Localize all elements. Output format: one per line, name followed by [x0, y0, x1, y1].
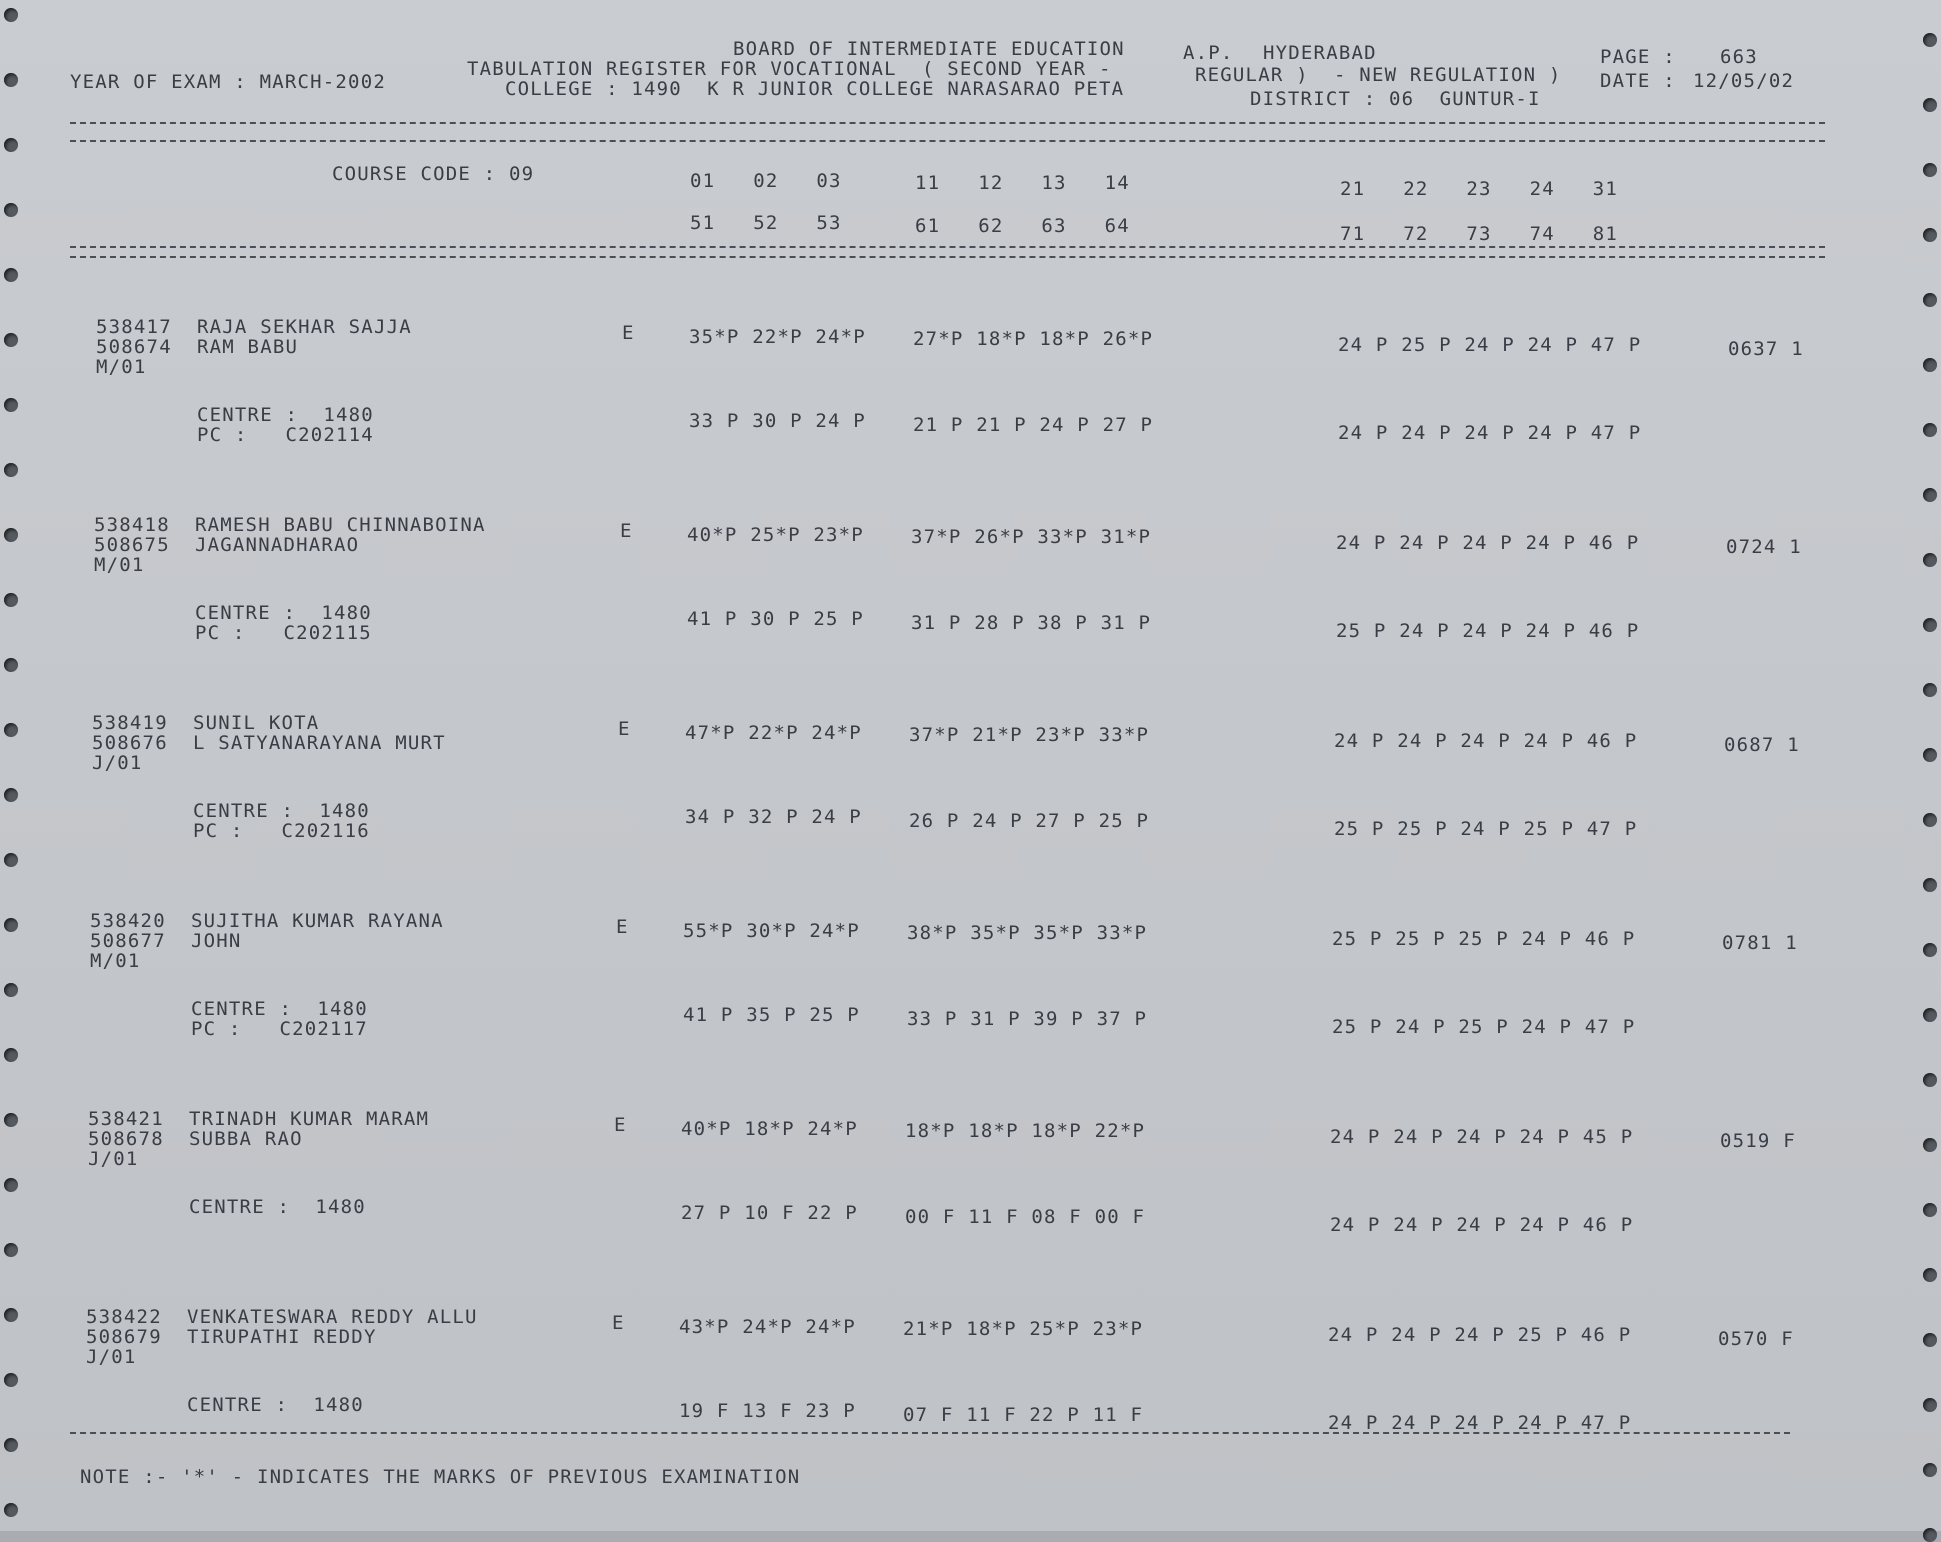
- column-head-divider: [70, 246, 1825, 248]
- registration-number: 508679: [86, 1326, 162, 1348]
- feed-hole: [1923, 98, 1937, 112]
- city-label: HYDERABAD: [1263, 42, 1377, 64]
- father-name: JAGANNADHARAO: [195, 534, 360, 556]
- feed-hole: [4, 398, 18, 412]
- feed-hole: [1923, 683, 1937, 697]
- medium-code: E: [618, 718, 631, 740]
- feed-hole: [4, 1178, 18, 1192]
- exam-centre: CENTRE : 1480: [195, 602, 372, 624]
- total-and-result: 0724 1: [1726, 536, 1802, 558]
- feed-hole: [1923, 1268, 1937, 1282]
- father-name: TIRUPATHI REDDY: [187, 1326, 377, 1348]
- marks-part2-group-c: 25 P 25 P 24 P 25 P 47 P: [1334, 818, 1638, 840]
- feed-hole: [1923, 878, 1937, 892]
- feed-hole: [4, 593, 18, 607]
- marks-part2-group-c: 25 P 24 P 24 P 24 P 46 P: [1336, 620, 1640, 642]
- pc-number: PC : C202116: [193, 820, 370, 842]
- marks-part1-group-c: 24 P 24 P 24 P 24 P 46 P: [1336, 532, 1640, 554]
- feed-hole: [4, 788, 18, 802]
- tractor-feed-holes-left: [0, 0, 30, 1531]
- marks-part1-group-b: 38*P 35*P 35*P 33*P: [907, 922, 1148, 944]
- marks-part2-group-a: 33 P 30 P 24 P: [689, 410, 866, 432]
- register-title: TABULATION REGISTER FOR VOCATIONAL ( SECOND YEAR -: [467, 58, 1112, 80]
- footnote: NOTE :- '*' - INDICATES THE MARKS OF PREVIOUS EXAMINATION: [80, 1466, 801, 1488]
- marks-part2-group-b: 07 F 11 F 22 P 11 F: [903, 1404, 1144, 1426]
- feed-hole: [1923, 1528, 1937, 1542]
- feed-hole: [1923, 293, 1937, 307]
- col-head-row1-a: 01 02 03: [690, 170, 842, 192]
- marks-part1-group-b: 27*P 18*P 18*P 26*P: [913, 328, 1154, 350]
- student-name: RAJA SEKHAR SAJJA: [197, 316, 412, 338]
- feed-hole: [4, 723, 18, 737]
- medium-code: E: [614, 1114, 627, 1136]
- marks-part2-group-c: 24 P 24 P 24 P 24 P 46 P: [1330, 1214, 1634, 1236]
- marks-part1-group-a: 43*P 24*P 24*P: [679, 1316, 856, 1338]
- medium-code: E: [612, 1312, 625, 1334]
- marks-part1-group-a: 55*P 30*P 24*P: [683, 920, 860, 942]
- father-name: RAM BABU: [197, 336, 299, 358]
- registration-number: 508674: [96, 336, 172, 358]
- feed-hole: [4, 8, 18, 22]
- father-name: L SATYANARAYANA MURT: [193, 732, 446, 754]
- category-code: J/01: [92, 752, 143, 774]
- marks-part2-group-a: 27 P 10 F 22 P: [681, 1202, 858, 1224]
- marks-part1-group-c: 24 P 25 P 24 P 24 P 47 P: [1338, 334, 1642, 356]
- marks-part2-group-a: 19 F 13 F 23 P: [679, 1400, 856, 1422]
- tractor-feed-holes-right: [1911, 0, 1941, 1531]
- marks-part1-group-c: 25 P 25 P 25 P 24 P 46 P: [1332, 928, 1636, 950]
- feed-hole: [4, 528, 18, 542]
- marks-part2-group-b: 26 P 24 P 27 P 25 P: [909, 810, 1150, 832]
- registration-number: 508675: [94, 534, 170, 556]
- total-and-result: 0519 F: [1720, 1130, 1796, 1152]
- col-head-row1-c: 21 22 23 24 31: [1340, 178, 1619, 200]
- marks-part2-group-c: 24 P 24 P 24 P 24 P 47 P: [1338, 422, 1642, 444]
- category-code: M/01: [90, 950, 141, 972]
- state-label: A.P.: [1183, 42, 1234, 64]
- feed-hole: [1923, 33, 1937, 47]
- date-label: DATE :: [1600, 70, 1676, 92]
- marks-part2-group-b: 33 P 31 P 39 P 37 P: [907, 1008, 1148, 1030]
- col-head-row2-c: 71 72 73 74 81: [1340, 223, 1619, 245]
- marks-part1-group-c: 24 P 24 P 24 P 24 P 46 P: [1334, 730, 1638, 752]
- feed-hole: [1923, 1138, 1937, 1152]
- registration-number: 508677: [90, 930, 166, 952]
- medium-code: E: [620, 520, 633, 542]
- col-head-row2-b: 61 62 63 64: [915, 215, 1130, 237]
- feed-hole: [4, 918, 18, 932]
- category-code: J/01: [88, 1148, 139, 1170]
- pc-number: PC : C202115: [195, 622, 372, 644]
- feed-hole: [4, 203, 18, 217]
- marks-part2-group-b: 00 F 11 F 08 F 00 F: [905, 1206, 1146, 1228]
- feed-hole: [1923, 748, 1937, 762]
- category-code: M/01: [96, 356, 147, 378]
- father-name: JOHN: [191, 930, 242, 952]
- marks-part1-group-a: 40*P 18*P 24*P: [681, 1118, 858, 1140]
- feed-hole: [4, 1438, 18, 1452]
- marks-part2-group-b: 31 P 28 P 38 P 31 P: [911, 612, 1152, 634]
- marks-part1-group-a: 40*P 25*P 23*P: [687, 524, 864, 546]
- feed-hole: [1923, 423, 1937, 437]
- student-name: RAMESH BABU CHINNABOINA: [195, 514, 486, 536]
- marks-part2-group-a: 41 P 35 P 25 P: [683, 1004, 860, 1026]
- exam-centre: CENTRE : 1480: [197, 404, 374, 426]
- col-head-row1-b: 11 12 13 14: [915, 172, 1130, 194]
- feed-hole: [4, 1373, 18, 1387]
- feed-hole: [1923, 163, 1937, 177]
- student-name: SUJITHA KUMAR RAYANA: [191, 910, 444, 932]
- feed-hole: [4, 658, 18, 672]
- feed-hole: [1923, 1073, 1937, 1087]
- father-name: SUBBA RAO: [189, 1128, 303, 1150]
- feed-hole: [1923, 358, 1937, 372]
- course-code: COURSE CODE : 09: [332, 163, 535, 185]
- page-number: 663: [1720, 46, 1758, 68]
- marks-part1-group-b: 37*P 21*P 23*P 33*P: [909, 724, 1150, 746]
- feed-hole: [1923, 943, 1937, 957]
- feed-hole: [4, 1503, 18, 1517]
- pc-number: PC : C202114: [197, 424, 374, 446]
- category-code: M/01: [94, 554, 145, 576]
- feed-hole: [1923, 1203, 1937, 1217]
- feed-hole: [1923, 1008, 1937, 1022]
- total-and-result: 0781 1: [1722, 932, 1798, 954]
- marks-part2-group-a: 41 P 30 P 25 P: [687, 608, 864, 630]
- hall-ticket-number: 538422: [86, 1306, 162, 1328]
- exam-centre: CENTRE : 1480: [191, 998, 368, 1020]
- feed-hole: [4, 1048, 18, 1062]
- medium-code: E: [622, 322, 635, 344]
- hall-ticket-number: 538419: [92, 712, 168, 734]
- marks-part1-group-c: 24 P 24 P 24 P 25 P 46 P: [1328, 1324, 1632, 1346]
- pc-number: PC : C202117: [191, 1018, 368, 1040]
- feed-hole: [4, 463, 18, 477]
- marks-part2-group-c: 25 P 24 P 25 P 24 P 47 P: [1332, 1016, 1636, 1038]
- column-head-divider-2: [70, 256, 1825, 258]
- exam-centre: CENTRE : 1480: [189, 1196, 366, 1218]
- feed-hole: [4, 853, 18, 867]
- college-name: COLLEGE : 1490 K R JUNIOR COLLEGE NARASARAO PETA: [505, 78, 1125, 100]
- student-name: TRINADH KUMAR MARAM: [189, 1108, 430, 1130]
- exam-centre: CENTRE : 1480: [193, 800, 370, 822]
- category-code: J/01: [86, 1346, 137, 1368]
- page-label: PAGE :: [1600, 46, 1676, 68]
- hall-ticket-number: 538421: [88, 1108, 164, 1130]
- registration-number: 508678: [88, 1128, 164, 1150]
- feed-hole: [1923, 488, 1937, 502]
- marks-part1-group-a: 47*P 22*P 24*P: [685, 722, 862, 744]
- marks-part2-group-a: 34 P 32 P 24 P: [685, 806, 862, 828]
- feed-hole: [4, 1113, 18, 1127]
- feed-hole: [4, 268, 18, 282]
- feed-hole: [1923, 1333, 1937, 1347]
- marks-part1-group-c: 24 P 24 P 24 P 24 P 45 P: [1330, 1126, 1634, 1148]
- marks-part2-group-c: 24 P 24 P 24 P 24 P 47 P: [1328, 1412, 1632, 1434]
- feed-hole: [1923, 553, 1937, 567]
- feed-hole: [4, 333, 18, 347]
- print-date: 12/05/02: [1693, 70, 1795, 92]
- hall-ticket-number: 538417: [96, 316, 172, 338]
- footer-divider: [70, 1432, 1790, 1434]
- student-name: VENKATESWARA REDDY ALLU: [187, 1306, 478, 1328]
- board-title: BOARD OF INTERMEDIATE EDUCATION: [733, 38, 1125, 60]
- regular-label: REGULAR ) - NEW REGULATION ): [1195, 64, 1562, 86]
- feed-hole: [4, 73, 18, 87]
- marks-part1-group-a: 35*P 22*P 24*P: [689, 326, 866, 348]
- feed-hole: [4, 983, 18, 997]
- hall-ticket-number: 538420: [90, 910, 166, 932]
- marks-part1-group-b: 21*P 18*P 25*P 23*P: [903, 1318, 1144, 1340]
- marks-part2-group-b: 21 P 21 P 24 P 27 P: [913, 414, 1154, 436]
- marks-part1-group-b: 18*P 18*P 18*P 22*P: [905, 1120, 1146, 1142]
- year-of-exam: YEAR OF EXAM : MARCH-2002: [70, 71, 386, 93]
- medium-code: E: [616, 916, 629, 938]
- feed-hole: [4, 1243, 18, 1257]
- feed-hole: [1923, 813, 1937, 827]
- hall-ticket-number: 538418: [94, 514, 170, 536]
- district-label: DISTRICT : 06 GUNTUR-I: [1250, 88, 1541, 110]
- feed-hole: [4, 138, 18, 152]
- exam-centre: CENTRE : 1480: [187, 1394, 364, 1416]
- feed-hole: [1923, 228, 1937, 242]
- student-name: SUNIL KOTA: [193, 712, 320, 734]
- feed-hole: [4, 1308, 18, 1322]
- feed-hole: [1923, 618, 1937, 632]
- feed-hole: [1923, 1463, 1937, 1477]
- total-and-result: 0687 1: [1724, 734, 1800, 756]
- feed-hole: [1923, 1398, 1937, 1412]
- registration-number: 508676: [92, 732, 168, 754]
- marks-part1-group-b: 37*P 26*P 33*P 31*P: [911, 526, 1152, 548]
- total-and-result: 0570 F: [1718, 1328, 1794, 1350]
- col-head-row2-a: 51 52 53: [690, 212, 842, 234]
- total-and-result: 0637 1: [1728, 338, 1804, 360]
- header-divider: [70, 122, 1825, 124]
- header-divider-2: [70, 140, 1825, 142]
